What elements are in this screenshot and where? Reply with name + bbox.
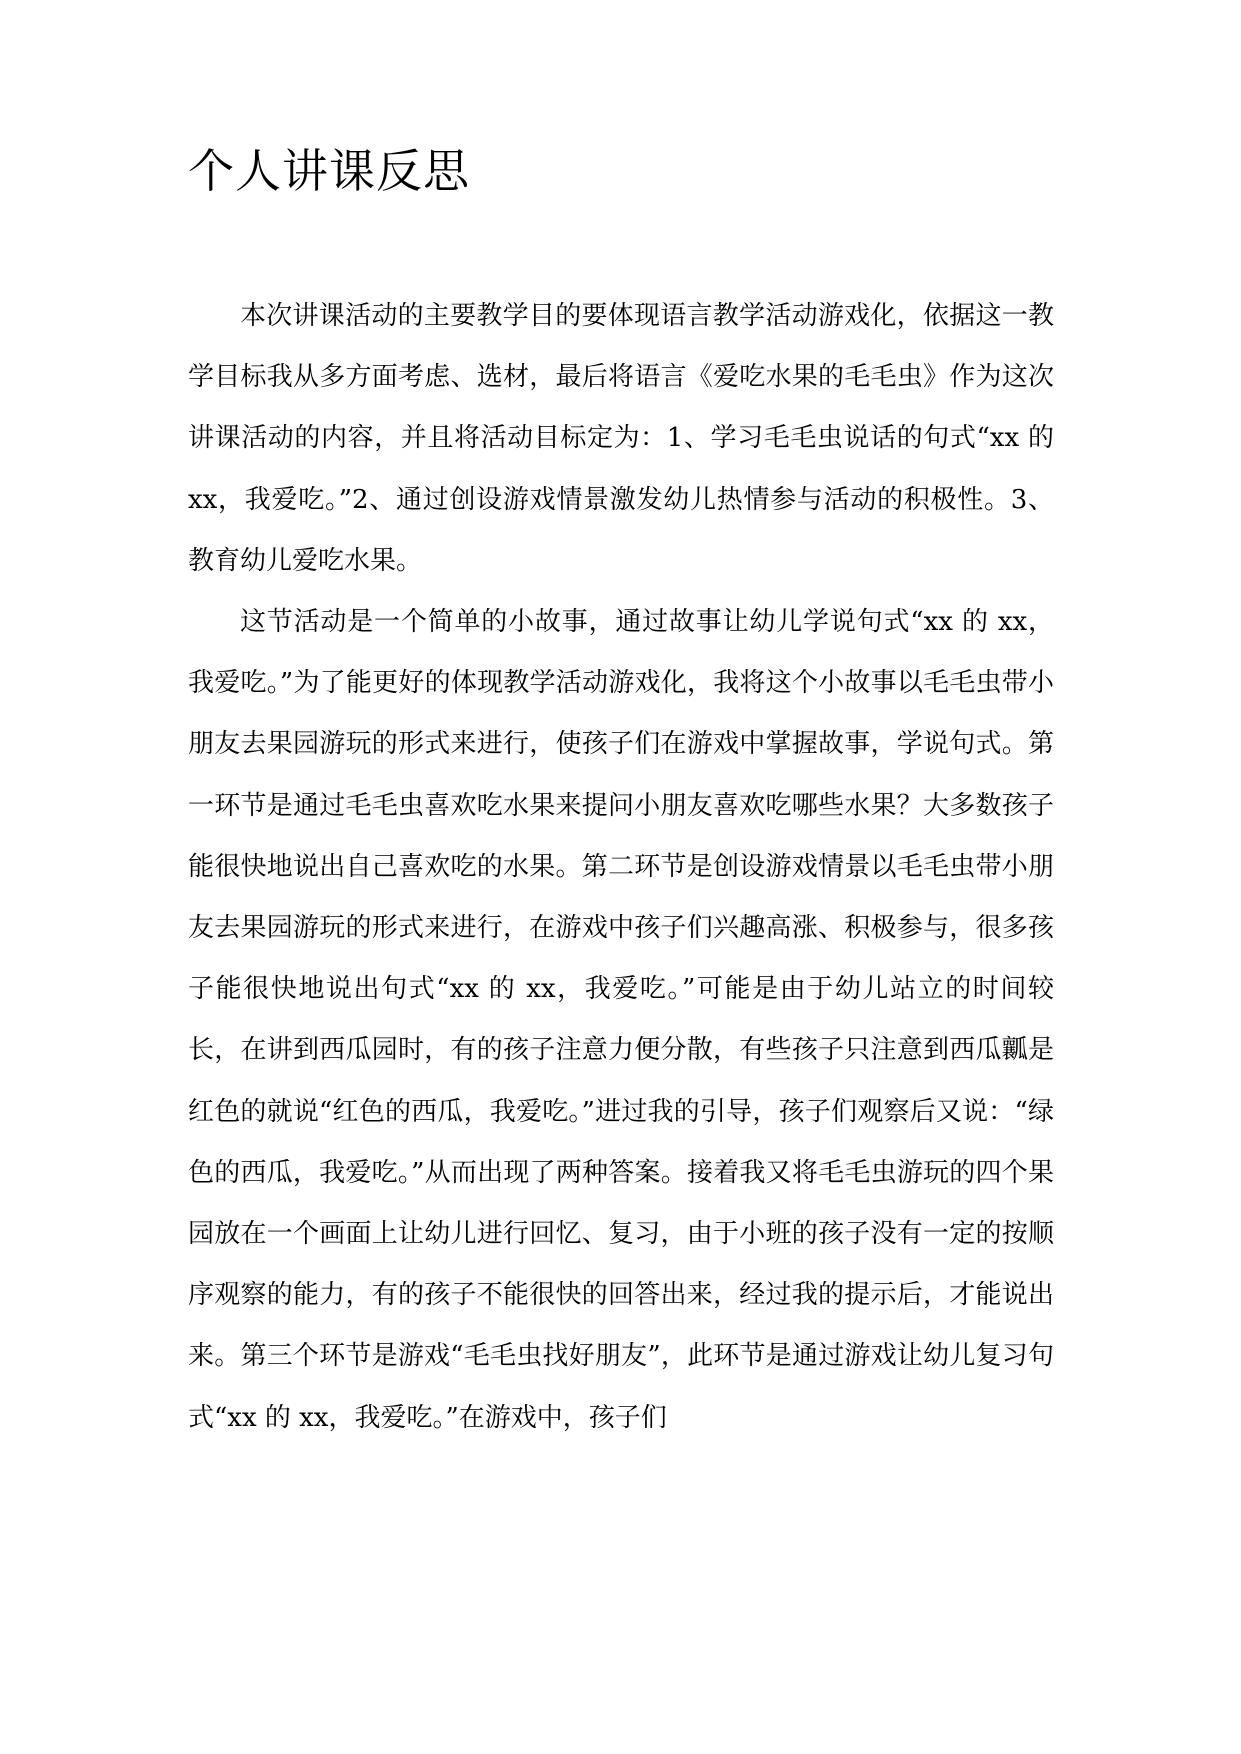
paragraph-2: 这节活动是一个简单的小故事，通过故事让幼儿学说句式“xx 的 xx，我爱吃。”为了能更好的体现教学活动游戏化，我将这个小故事以毛毛虫带小朋友去果园游玩的形式来进行，使孩子们在游戏中掌握故事，学说句式。第一环节是通过毛毛虫喜欢吃水果来提问小朋友喜欢吃哪些水果？大多数孩子能很快地说出自己喜欢吃的水果。第二环节是创设游戏情景以毛毛虫带小朋友去果园游玩的形式来进行，在游戏中孩子们兴趣高涨、积极参与，很多孩子能很快地说出句式“xx 的 xx，我爱吃。”可能是由于幼儿站立的时间较长，在讲到西瓜园时，有的孩子注意力便分散，有些孩子只注意到西瓜瓤是红色的就说“红色的西瓜，我爱吃。”进过我的引导，孩子们观察后又说：“绿色的西瓜，我爱吃。”从而出现了两种答案。接着我又将毛毛虫游玩的四个果园放在一个画面上让幼儿进行回忆、复习，由于小班的孩子没有一定的按顺序观察的能力，有的孩子不能很快的回答出来，经过我的提示后，才能说出来。第三个环节是游戏“毛毛虫找好朋友”，此环节是通过游戏让幼儿复习句式“xx 的 xx，我爱吃。”在游戏中，孩子们 [188, 607, 1054, 1433]
document-title: 个人讲课反思 [188, 144, 470, 198]
paragraph-1: 本次讲课活动的主要教学目的要体现语言教学活动游戏化，依据这一教学目标我从多方面考虑、选材，最后将语言《爱吃水果的毛毛虫》作为这次讲课活动的内容，并且将活动目标定为：1、学习毛毛虫说话的句式“xx 的 xx，我爱吃。”2、通过创设游戏情景激发幼儿热情参与活动的积极性。3、教育幼儿爱吃水果。 [188, 301, 1054, 576]
document-body [188, 286, 1054, 1449]
